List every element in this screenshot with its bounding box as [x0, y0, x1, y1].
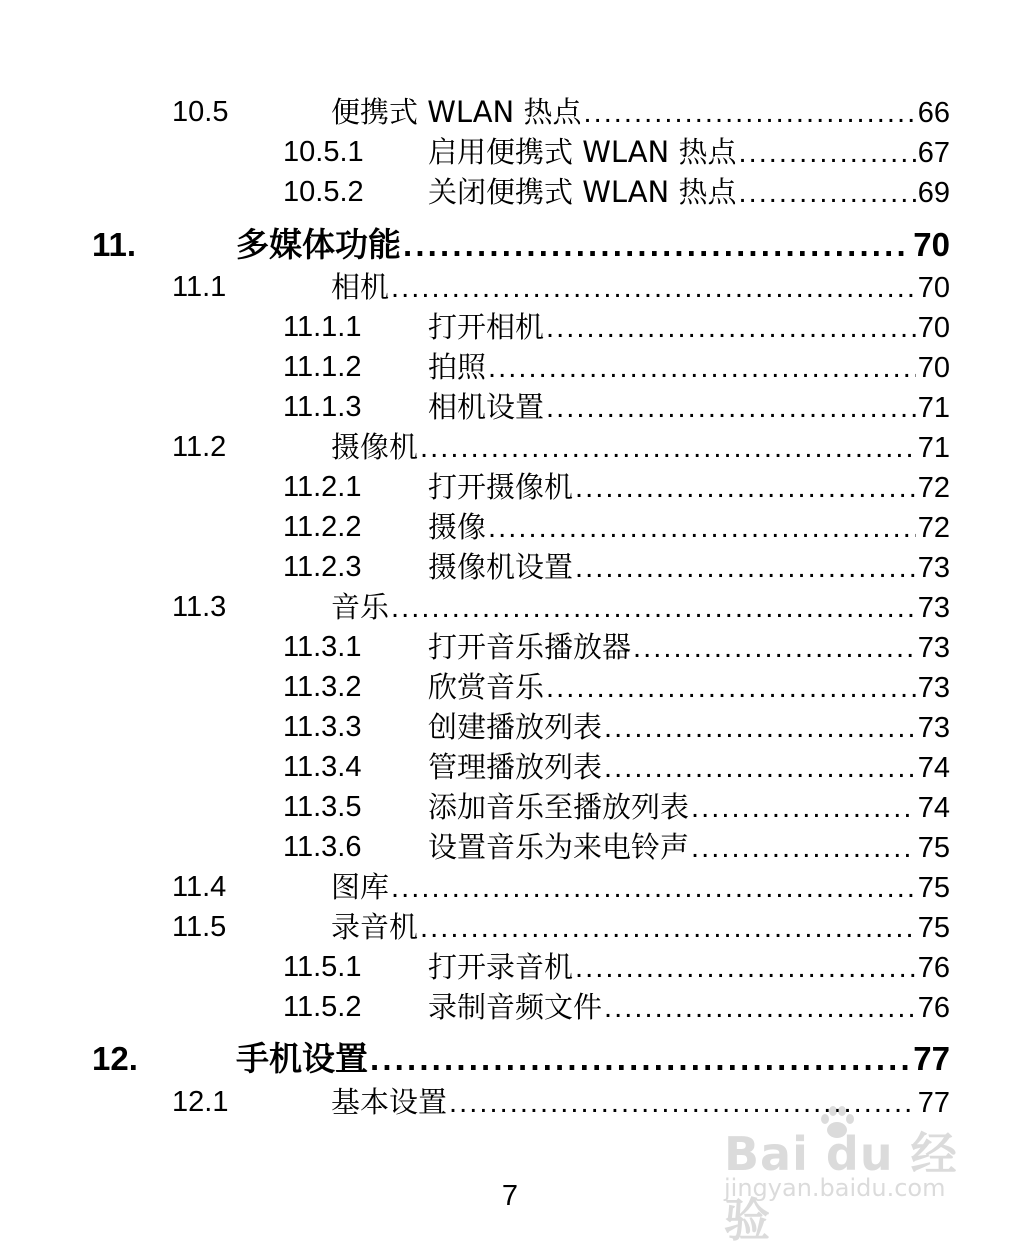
- toc-entry-line: [428, 307, 950, 348]
- toc-entry-page: 67: [917, 137, 950, 169]
- toc-entry-number: 11.5: [172, 911, 227, 943]
- toc-entry-line: [428, 947, 950, 988]
- toc-entry: [0, 347, 1020, 387]
- toc-entry-number: 11.3.6: [283, 831, 362, 863]
- toc-dot-leader: [575, 468, 916, 508]
- toc-entry: [0, 827, 1020, 867]
- toc-entry-number: 11.1.1: [283, 311, 362, 343]
- toc-entry-number: 10.5.1: [283, 136, 364, 168]
- toc-entry-title: 添加音乐至播放列表: [428, 790, 690, 824]
- toc-entry-page: 71: [917, 392, 950, 424]
- toc-dot-leader: [546, 308, 916, 348]
- toc-entry-title: 音乐: [331, 590, 390, 624]
- toc-dot-leader: [391, 868, 916, 908]
- page-number: 7: [501, 1180, 519, 1212]
- toc-entry-title: 创建播放列表: [428, 710, 603, 744]
- toc-dot-leader: [738, 133, 915, 173]
- toc-entry-number: 11.1.3: [283, 391, 362, 423]
- toc-entry-title: 打开录音机: [428, 950, 574, 984]
- paw-icon: [816, 1102, 858, 1144]
- toc-entry-line: [331, 427, 950, 468]
- toc-entry: [0, 267, 1020, 307]
- toc-entry-title: 打开摄像机: [428, 470, 574, 504]
- toc-entry-page: 74: [917, 792, 950, 824]
- toc-entry-page: 66: [917, 97, 950, 129]
- toc-entry-page: 75: [917, 872, 950, 904]
- toc-entry: [0, 627, 1020, 667]
- toc-entry-title: 录音机: [331, 910, 419, 944]
- toc-entry-title: 相机设置: [428, 390, 545, 424]
- toc-entry-title: 基本设置: [331, 1085, 448, 1119]
- toc-entry-title: 关闭便携式 WLAN 热点: [428, 175, 737, 209]
- toc-dot-leader: [420, 908, 916, 948]
- toc-dot-leader: [420, 428, 916, 468]
- toc-dot-leader: [633, 628, 916, 668]
- watermark-brand: Bai du 经验: [724, 1127, 958, 1247]
- toc-dot-leader: [391, 588, 916, 628]
- toc-dot-leader: [575, 548, 916, 588]
- toc-entry: [0, 307, 1020, 347]
- toc-entry: [0, 587, 1020, 627]
- toc-entry-page: 77: [913, 1040, 950, 1077]
- toc-entry: [0, 747, 1020, 787]
- toc-entry-page: 72: [917, 512, 950, 544]
- toc-entry-number: 11.5.1: [283, 951, 362, 983]
- toc-dot-leader: [604, 708, 916, 748]
- toc-entry-line: [236, 1036, 950, 1082]
- toc-entry-line: [428, 507, 950, 548]
- toc-entry-title: 摄像: [428, 510, 487, 544]
- toc-entry-title: 拍照: [428, 350, 487, 384]
- toc-entry-title: 设置音乐为来电铃声: [428, 830, 690, 864]
- toc-entry-page: 73: [917, 672, 950, 704]
- toc-entry: [0, 547, 1020, 587]
- toc-entry: [0, 667, 1020, 707]
- toc-entry: [0, 387, 1020, 427]
- toc-entry-page: 76: [917, 952, 950, 984]
- toc-entry-number: 11.3.4: [283, 751, 362, 783]
- toc-entry-number: 10.5: [172, 96, 229, 128]
- toc-dot-leader: [391, 268, 916, 308]
- toc-entry-title: 摄像机设置: [428, 550, 574, 584]
- toc-entry-line: [428, 347, 950, 388]
- toc-entry-title: 摄像机: [331, 430, 419, 464]
- toc-entry-line: [428, 627, 950, 668]
- toc-entry-title: 相机: [331, 270, 390, 304]
- toc-entry-line: [428, 547, 950, 588]
- toc-dot-leader: [546, 668, 916, 708]
- toc-entry-page: 69: [917, 177, 950, 209]
- watermark-url: jingyan.baidu.com: [724, 1174, 946, 1202]
- toc-entry-page: 70: [917, 312, 950, 344]
- toc-dot-leader: [738, 173, 915, 213]
- toc-entry-title: 图库: [331, 870, 390, 904]
- toc-entry-page: 70: [913, 226, 950, 263]
- toc-entry-number: 11.3: [172, 591, 227, 623]
- toc-dot-leader: [488, 508, 916, 548]
- toc-entry-line: [428, 827, 950, 868]
- toc-entry-number: 10.5.2: [283, 176, 364, 208]
- toc-entry-title: 手机设置: [236, 1039, 368, 1078]
- toc-entry-title: 打开音乐播放器: [428, 630, 632, 664]
- toc-entry-number: 11.3.2: [283, 671, 362, 703]
- toc-dot-leader: [691, 788, 916, 828]
- toc-entry-title: 管理播放列表: [428, 750, 603, 784]
- toc-entry-number: 11.2.1: [283, 471, 362, 503]
- toc-entry-page: 71: [917, 432, 950, 464]
- toc-entry-title: 便携式 WLAN 热点: [331, 95, 582, 129]
- toc-entry-page: 75: [917, 832, 950, 864]
- toc-entry-title: 多媒体功能: [236, 225, 401, 264]
- toc-entry-title: 启用便携式 WLAN 热点: [428, 135, 737, 169]
- toc-entry-page: 70: [917, 352, 950, 384]
- toc-dot-leader: [575, 948, 916, 988]
- toc-entry-line: [428, 667, 950, 708]
- toc-entry-line: [331, 267, 950, 308]
- toc-entry-number: 11.3.5: [283, 791, 362, 823]
- toc-entry-page: 73: [917, 592, 950, 624]
- toc-entry-page: 75: [917, 912, 950, 944]
- toc-entry-page: 73: [917, 552, 950, 584]
- toc-entry: [0, 507, 1020, 547]
- toc-entry-line: [331, 907, 950, 948]
- toc-entry: [0, 222, 1020, 268]
- toc-entry: [0, 787, 1020, 827]
- toc-entry-line: [236, 222, 950, 268]
- toc-entry-title: 打开相机: [428, 310, 545, 344]
- toc-entry-page: 74: [917, 752, 950, 784]
- toc-entry-number: 11.: [92, 226, 137, 263]
- toc-entry-number: 11.4: [172, 871, 227, 903]
- toc-entry: [0, 707, 1020, 747]
- toc-entry-number: 11.1.2: [283, 351, 362, 383]
- toc-entry: [0, 467, 1020, 507]
- toc-dot-leader: [604, 748, 916, 788]
- toc-dot-leader: [488, 348, 916, 388]
- toc-entry-number: 11.3.3: [283, 711, 362, 743]
- toc-entry-number: 11.2.2: [283, 511, 362, 543]
- toc-entry: [0, 907, 1020, 947]
- toc-entry-line: [428, 467, 950, 508]
- toc-entry-number: 11.5.2: [283, 991, 362, 1023]
- toc-entry-line: [331, 92, 950, 133]
- toc-entry: [0, 867, 1020, 907]
- toc-dot-leader: [370, 1036, 911, 1082]
- toc-entry: [0, 947, 1020, 987]
- toc-entry-line: [331, 867, 950, 908]
- toc-entry-page: 73: [917, 632, 950, 664]
- toc-entry-line: [331, 587, 950, 628]
- toc-entry-line: [428, 172, 950, 213]
- toc-entry: [0, 987, 1020, 1027]
- toc-dot-leader: [691, 828, 916, 868]
- toc-dot-leader: [604, 988, 916, 1028]
- toc-entry: [0, 427, 1020, 467]
- toc-dot-leader: [403, 222, 911, 268]
- toc-dot-leader: [546, 388, 916, 428]
- baidu-jingyan-watermark: [724, 1110, 974, 1247]
- toc-entry-title: 录制音频文件: [428, 990, 603, 1024]
- toc-entry-line: [428, 387, 950, 428]
- toc-entry-page: 73: [917, 712, 950, 744]
- toc-entry-number: 11.3.1: [283, 631, 362, 663]
- toc-entry: [0, 172, 1020, 212]
- toc-entry-page: 77: [917, 1087, 950, 1119]
- toc-entry: [0, 92, 1020, 132]
- toc-entry-title: 欣赏音乐: [428, 670, 545, 704]
- toc-dot-leader: [583, 93, 915, 133]
- toc-entry-page: 70: [917, 272, 950, 304]
- toc-entry-line: [428, 747, 950, 788]
- toc-entry-page: 76: [917, 992, 950, 1024]
- toc-entry: [0, 132, 1020, 172]
- toc-entry-number: 11.1: [172, 271, 227, 303]
- toc-entry-number: 12.: [92, 1040, 138, 1077]
- toc-entry-number: 11.2: [172, 431, 227, 463]
- toc-entry-number: 11.2.3: [283, 551, 362, 583]
- toc-entry-line: [428, 707, 950, 748]
- toc-entry: [0, 1036, 1020, 1082]
- toc-entry-line: [428, 787, 950, 828]
- toc-entry-line: [428, 987, 950, 1028]
- toc-entry-number: 12.1: [172, 1086, 229, 1118]
- toc-entry-page: 72: [917, 472, 950, 504]
- toc-entry-line: [428, 132, 950, 173]
